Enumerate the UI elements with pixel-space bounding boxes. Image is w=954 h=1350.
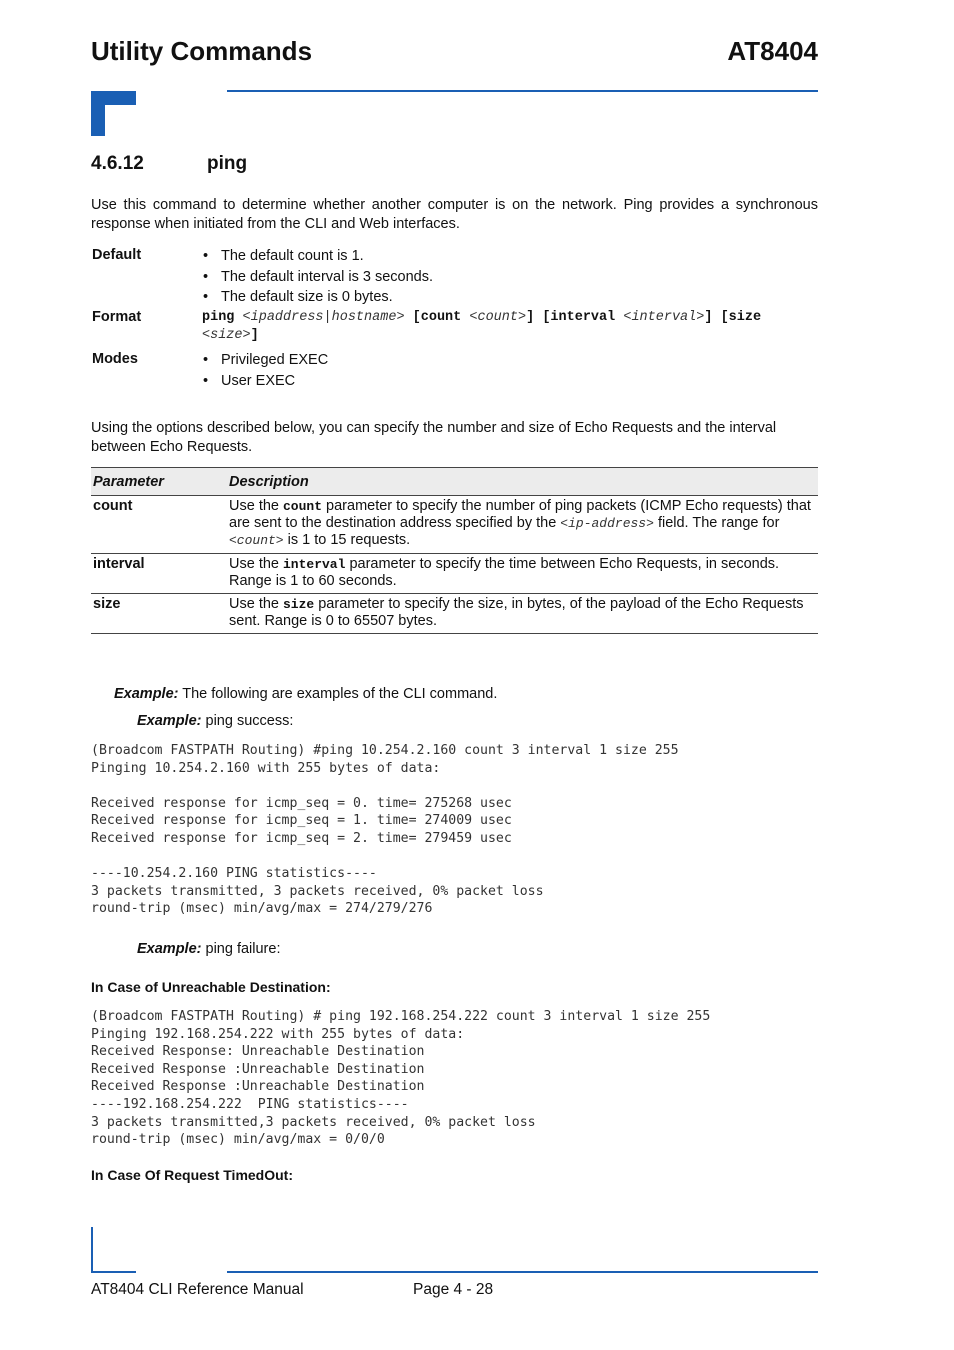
timeout-heading: In Case Of Request TimedOut: (91, 1167, 293, 1183)
table-row (91, 496, 818, 554)
desc-text: Use the (229, 498, 283, 514)
example-failure (137, 940, 280, 959)
format-label: Format (92, 309, 142, 325)
desc-text: parameter to specify the number of ping packets (ICMP Echo requests) that are sent to the destination address specified by the (229, 498, 811, 531)
table-row (91, 554, 818, 594)
list-item: • User EXEC (203, 371, 328, 392)
example-label: Example: (114, 686, 179, 702)
format-arg-host: <ipaddress|hostname> (242, 310, 405, 325)
section-number: 4.6.12 (91, 153, 144, 174)
table-row (91, 594, 818, 634)
format-cmd: ping (202, 310, 235, 325)
intro-paragraph: Use this command to determine whether another computer is on the network. Ping provides a synchronous response when initiated from the CLI and Web interfaces. (91, 197, 818, 232)
desc-text: is 1 to 15 requests. (283, 532, 411, 548)
footer-rule (227, 1271, 818, 1273)
unreachable-heading: In Case of Unreachable Destination: (91, 979, 331, 995)
desc-italic: <ip-address> (560, 516, 654, 531)
modes-label: Modes (92, 351, 138, 367)
example-text: ping failure: (201, 941, 281, 957)
param-description (227, 554, 818, 594)
format-count-close: ] (526, 310, 535, 325)
format-interval-close: ] (704, 310, 713, 325)
desc-text: field. The range for (653, 515, 780, 531)
example-text: ping success: (201, 713, 294, 729)
format-count-kw: [count (412, 310, 462, 325)
desc-italic: <count> (229, 533, 284, 548)
desc-text: Use the (229, 596, 283, 612)
header-rule (227, 90, 818, 92)
options-paragraph: Using the options described below, you can specify the number and size of Echo Requests and the interval between Echo Requests. (91, 420, 777, 455)
footer-manual-title: AT8404 CLI Reference Manual (91, 1281, 304, 1298)
column-header-parameter: Parameter (91, 468, 227, 496)
modes-list (203, 350, 328, 391)
param-description (227, 594, 818, 634)
default-label: Default (92, 247, 142, 263)
header-title: Utility Commands (91, 36, 313, 66)
list-item: • The default size is 0 bytes. (203, 287, 433, 308)
desc-code: interval (283, 557, 346, 572)
desc-text: parameter to specify the size, in bytes, of the payload of the Echo Requests sent. Range is 0 to 65507 bytes. (229, 596, 804, 629)
code-block-success: (Broadcom FASTPATH Routing) #ping 10.254.2.160 count 3 interval 1 size 255 Pinging 10.254.2.160 with 255 bytes of data: Received response for icmp_seq = 0. time= 275268 usec Received response for icmp_seq = 1. time= 274009 usec Received response for icmp_seq = 2. time= 279459 usec ----10.254.2.160 PING statistics---- 3 packets transmitted, 3 packets received, 0% packet loss round-trip (msec) min/avg/max = 274/279/276 (91, 743, 679, 917)
format-syntax (202, 309, 818, 345)
list-item: • The default interval is 3 seconds. (203, 267, 433, 288)
header-model: AT8404 (727, 36, 818, 66)
format-interval-kw: [interval (542, 310, 616, 325)
list-item: • Privileged EXEC (203, 350, 328, 371)
desc-code: size (283, 597, 315, 612)
default-list (203, 246, 433, 308)
column-header-description: Description (227, 468, 818, 496)
footer-mark-horizontal (91, 1271, 136, 1273)
format-size-arg: <size> (202, 328, 251, 343)
param-name: count (91, 496, 227, 554)
footer-page-number: Page 4 - 28 (413, 1281, 494, 1298)
example-label: Example: (137, 941, 202, 957)
corner-mark-horizontal (91, 91, 136, 105)
desc-text: parameter to specify the time between Echo Requests, in seconds. Range is 1 to 60 seconds. (229, 556, 780, 589)
code-block-failure: (Broadcom FASTPATH Routing) # ping 192.168.254.222 count 3 interval 1 size 255 Pinging 192.168.254.222 with 255 bytes of data: Received Response: Unreachable Destination Received Response :Unreachable Destination Received Response :Unreachable Destination ----192.168.254.222 PING statistics---- 3 packets transmitted,3 packets received, 0% packet loss round-trip (msec) min/avg/max = 0/0/0 (91, 1009, 711, 1148)
footer-mark-vertical (91, 1227, 93, 1273)
example-intro (114, 685, 497, 704)
param-description (227, 496, 818, 554)
format-size-close: ] (250, 328, 259, 343)
table-header-row (91, 468, 818, 496)
section-title: ping (207, 153, 248, 174)
example-success (137, 712, 293, 731)
parameters-table (91, 467, 818, 634)
param-name: interval (91, 554, 227, 594)
format-size-kw: [size (720, 310, 762, 325)
example-label: Example: (137, 713, 202, 729)
desc-text: Use the (229, 556, 283, 572)
desc-code: count (283, 499, 323, 514)
section-heading (91, 153, 247, 175)
example-text: The following are examples of the CLI command. (178, 686, 498, 702)
list-item: • The default count is 1. (203, 246, 433, 267)
param-name: size (91, 594, 227, 634)
format-interval-arg: <interval> (623, 310, 705, 325)
format-count-arg: <count> (469, 310, 527, 325)
